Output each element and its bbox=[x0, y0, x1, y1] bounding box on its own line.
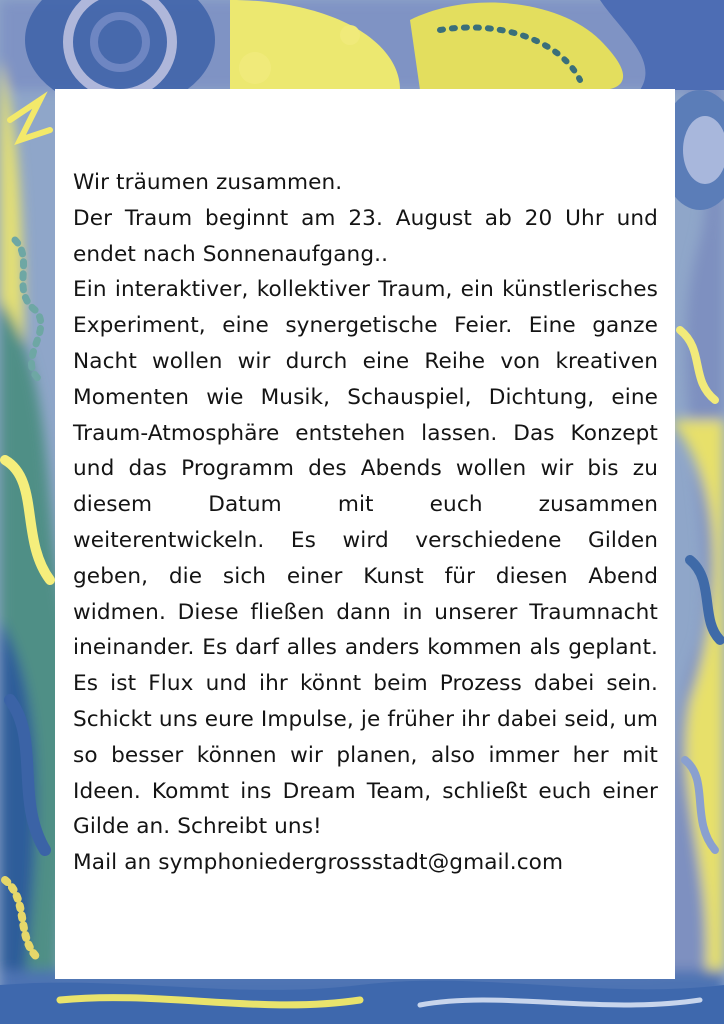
email-contact: Mail an symphoniedergrossstadt@gmail.com bbox=[73, 850, 564, 876]
headline: Wir träumen zusammen. bbox=[73, 170, 343, 195]
date-text: Der Traum beginnt am 23. August ab 20 Uhr und endet nach Sonnenaufgang.. bbox=[73, 205, 658, 267]
text-card bbox=[55, 89, 675, 979]
description-text: Ein interaktiver, kollektiver Traum, ein künstlerisches Experiment, eine synergetische Feier. Eine ganze Nacht wollen wir durch eine Reihe von kreativen Momenten wie Musik, Schauspiel, Dichtung, eine Traum-Atmosphäre entstehen lassen. Das Konzept und das Programm des Abends wollen wir bis zu diesem Datum mit euch zusammen weiterentwickeln. Es wird verschiedene Gilden geben, die sich einer Kunst für diesen Abend widmen. Diese fließen dann in unserer Traumnacht ineinander. Es darf alles anders kommen als geplant. Es ist Flux und ihr könnt beim Prozess dabei sein. Schickt uns eure Impulse, je früher ihr dabei seid, um so besser können wir planen, also immer her mit Ideen. Kommt ins Dream Team, schließt euch einer Gilde an. Schreibt uns! bbox=[73, 277, 658, 840]
